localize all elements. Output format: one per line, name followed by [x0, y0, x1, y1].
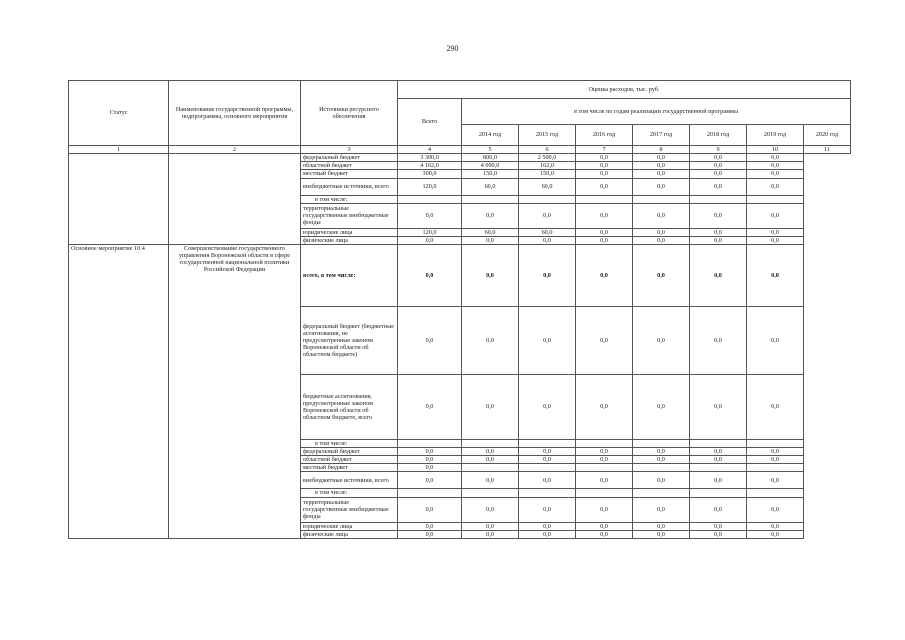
source-cell: в том числе:: [301, 489, 398, 497]
value-cell: 0,0: [398, 244, 462, 306]
value-cell: [576, 195, 633, 203]
value-cell: 120,0: [398, 178, 462, 195]
value-cell: 0,0: [690, 374, 747, 439]
value-cell: 0,0: [633, 203, 690, 228]
value-cell: 0,0: [747, 236, 804, 244]
value-cell: 0,0: [398, 203, 462, 228]
value-cell: 0,0: [633, 236, 690, 244]
budget-table: [68, 80, 851, 539]
value-cell: 0,0: [747, 154, 804, 162]
value-cell: 150,0: [519, 170, 576, 178]
value-cell: 0,0: [398, 236, 462, 244]
value-cell: 0,0: [519, 497, 576, 522]
value-cell: 0,0: [633, 497, 690, 522]
column-number: 5: [462, 146, 519, 154]
value-cell: [398, 489, 462, 497]
value-cell: 0,0: [576, 530, 633, 538]
value-cell: 0,0: [576, 244, 633, 306]
value-cell: 0,0: [633, 154, 690, 162]
name-cell: Совершенствование государственного управления Воронежской области в сфере государственной национальной политики Российской Федерации: [169, 244, 301, 538]
value-cell: 4 000,0: [462, 162, 519, 170]
value-cell: 0,0: [462, 203, 519, 228]
value-cell: 0,0: [747, 170, 804, 178]
value-cell: 0,0: [576, 154, 633, 162]
source-cell: местный бюджет: [301, 170, 398, 178]
value-cell: 0,0: [398, 464, 462, 472]
value-cell: 0,0: [398, 522, 462, 530]
value-cell: 0,0: [519, 522, 576, 530]
header-total: Всего: [398, 99, 462, 146]
value-cell: [519, 439, 576, 447]
value-cell: 0,0: [576, 178, 633, 195]
value-cell: [747, 439, 804, 447]
source-cell: областной бюджет: [301, 456, 398, 464]
value-cell: 0,0: [398, 456, 462, 464]
value-cell: 0,0: [747, 530, 804, 538]
header-source: Источники ресурсного обеспечения: [301, 81, 398, 146]
value-cell: 0,0: [747, 228, 804, 236]
value-cell: [633, 195, 690, 203]
value-cell: 0,0: [690, 448, 747, 456]
value-cell: 0,0: [519, 448, 576, 456]
value-cell: [690, 489, 747, 497]
column-number: 3: [301, 146, 398, 154]
value-cell: [690, 439, 747, 447]
source-cell: всего, в том числе:: [301, 244, 398, 306]
value-cell: 0,0: [462, 497, 519, 522]
value-cell: 0,0: [690, 497, 747, 522]
value-cell: 60,0: [462, 178, 519, 195]
source-cell: юридические лица: [301, 522, 398, 530]
value-cell: 162,0: [519, 162, 576, 170]
header-name: Наименование государственной программы, подпрограммы, основного мероприятия: [169, 81, 301, 146]
value-cell: 0,0: [462, 448, 519, 456]
value-cell: 0,0: [747, 456, 804, 464]
column-number: 1: [69, 146, 169, 154]
source-cell: территориальные государственные внебюджетные фонды: [301, 497, 398, 522]
value-cell: 0,0: [633, 244, 690, 306]
header-year: 2015 год: [519, 125, 576, 146]
header-status: Статус: [69, 81, 169, 146]
value-cell: 0,0: [519, 530, 576, 538]
value-cell: 0,0: [747, 244, 804, 306]
page-number: 290: [446, 44, 459, 53]
value-cell: 2 500,0: [519, 154, 576, 162]
source-cell: в том числе:: [301, 439, 398, 447]
value-cell: [462, 489, 519, 497]
source-cell: в том числе:: [301, 195, 398, 203]
value-cell: 0,0: [462, 472, 519, 489]
value-cell: 0,0: [633, 448, 690, 456]
value-cell: [576, 464, 633, 472]
value-cell: [690, 195, 747, 203]
header-year: 2014 год: [462, 125, 519, 146]
source-cell: федеральный бюджет: [301, 448, 398, 456]
value-cell: 0,0: [398, 497, 462, 522]
value-cell: 0,0: [576, 228, 633, 236]
source-cell: юридические лица: [301, 228, 398, 236]
value-cell: [633, 464, 690, 472]
value-cell: [398, 195, 462, 203]
value-cell: 0,0: [690, 306, 747, 374]
value-cell: [576, 489, 633, 497]
source-cell: местный бюджет: [301, 464, 398, 472]
value-cell: 0,0: [462, 306, 519, 374]
value-cell: 0,0: [576, 170, 633, 178]
value-cell: 0,0: [576, 203, 633, 228]
value-cell: 60,0: [519, 178, 576, 195]
status-cell: Основное мероприятие 10.4: [69, 244, 169, 538]
value-cell: 0,0: [747, 522, 804, 530]
value-cell: 0,0: [633, 530, 690, 538]
source-cell: федеральный бюджет (бюджетные ассигнования, не предусмотренные законом Воронежской области об областном бюджете): [301, 306, 398, 374]
value-cell: 0,0: [398, 374, 462, 439]
value-cell: 0,0: [633, 472, 690, 489]
header-year: 2019 год: [747, 125, 804, 146]
value-cell: 0,0: [747, 162, 804, 170]
value-cell: 150,0: [462, 170, 519, 178]
value-cell: 0,0: [690, 530, 747, 538]
value-cell: 60,0: [462, 228, 519, 236]
value-cell: 0,0: [519, 244, 576, 306]
value-cell: 0,0: [747, 497, 804, 522]
value-cell: 0,0: [633, 374, 690, 439]
value-cell: 0,0: [462, 522, 519, 530]
value-cell: [398, 439, 462, 447]
value-cell: 60,0: [519, 228, 576, 236]
source-cell: физические лица: [301, 530, 398, 538]
value-cell: 0,0: [462, 244, 519, 306]
column-number: 4: [398, 146, 462, 154]
value-cell: 0,0: [747, 448, 804, 456]
source-cell: областной бюджет: [301, 162, 398, 170]
source-cell: территориальные государственные внебюджетные фонды: [301, 203, 398, 228]
value-cell: 3 300,0: [398, 154, 462, 162]
value-cell: 0,0: [633, 170, 690, 178]
column-number: 10: [747, 146, 804, 154]
value-cell: 0,0: [690, 154, 747, 162]
value-cell: 0,0: [690, 244, 747, 306]
value-cell: [519, 195, 576, 203]
name-cell: [169, 154, 301, 245]
header-year: 2016 год: [576, 125, 633, 146]
header-year: 2017 год: [633, 125, 690, 146]
value-cell: 800,0: [462, 154, 519, 162]
value-cell: 0,0: [633, 456, 690, 464]
value-cell: 0,0: [576, 162, 633, 170]
header-estimate: Оценка расходов, тыс. руб.: [398, 81, 851, 99]
column-number: 6: [519, 146, 576, 154]
value-cell: 0,0: [747, 472, 804, 489]
value-cell: 0,0: [462, 374, 519, 439]
value-cell: 0,0: [519, 472, 576, 489]
value-cell: 0,0: [576, 522, 633, 530]
value-cell: 0,0: [690, 178, 747, 195]
value-cell: [747, 489, 804, 497]
value-cell: 0,0: [519, 203, 576, 228]
source-cell: физические лица: [301, 236, 398, 244]
value-cell: 0,0: [398, 306, 462, 374]
value-cell: 0,0: [633, 228, 690, 236]
source-cell: бюджетные ассигнования, предусмотренные законом Воронежской области об областном бюджете, всего: [301, 374, 398, 439]
value-cell: 0,0: [519, 236, 576, 244]
value-cell: 0,0: [690, 162, 747, 170]
value-cell: 0,0: [690, 170, 747, 178]
value-cell: 0,0: [747, 374, 804, 439]
value-cell: 0,0: [633, 162, 690, 170]
value-cell: [633, 489, 690, 497]
table-row: [69, 154, 851, 162]
header-year: 2018 год: [690, 125, 747, 146]
value-cell: [519, 464, 576, 472]
value-cell: [747, 195, 804, 203]
value-cell: [462, 464, 519, 472]
value-cell: [633, 439, 690, 447]
value-cell: 0,0: [633, 306, 690, 374]
header-year: 2020 год: [804, 125, 851, 146]
value-cell: 0,0: [576, 236, 633, 244]
value-cell: 120,0: [398, 228, 462, 236]
value-cell: 0,0: [576, 374, 633, 439]
column-number: 9: [690, 146, 747, 154]
header-by-years: в том числе по годам реализации государственной программы: [462, 99, 851, 125]
value-cell: 0,0: [633, 522, 690, 530]
value-cell: [519, 489, 576, 497]
value-cell: [747, 464, 804, 472]
value-cell: 300,0: [398, 170, 462, 178]
value-cell: 0,0: [576, 456, 633, 464]
value-cell: 0,0: [576, 306, 633, 374]
value-cell: [576, 439, 633, 447]
value-cell: 0,0: [462, 456, 519, 464]
value-cell: 0,0: [519, 306, 576, 374]
column-number: 8: [633, 146, 690, 154]
column-number: 7: [576, 146, 633, 154]
value-cell: [690, 464, 747, 472]
value-cell: 0,0: [462, 530, 519, 538]
value-cell: 0,0: [690, 472, 747, 489]
value-cell: 4 162,0: [398, 162, 462, 170]
source-cell: федеральный бюджет: [301, 154, 398, 162]
value-cell: 0,0: [398, 448, 462, 456]
value-cell: 0,0: [747, 178, 804, 195]
value-cell: 0,0: [690, 203, 747, 228]
value-cell: 0,0: [690, 522, 747, 530]
value-cell: 0,0: [462, 236, 519, 244]
value-cell: [462, 439, 519, 447]
column-number: 2: [169, 146, 301, 154]
value-cell: [462, 195, 519, 203]
table-row: [69, 244, 851, 306]
source-cell: внебюджетные источники, всего: [301, 178, 398, 195]
value-cell: 0,0: [690, 456, 747, 464]
value-cell: 0,0: [690, 228, 747, 236]
status-cell: [69, 154, 169, 245]
value-cell: 0,0: [576, 472, 633, 489]
value-cell: 0,0: [519, 374, 576, 439]
value-cell: 0,0: [398, 530, 462, 538]
value-cell: 0,0: [633, 178, 690, 195]
source-cell: внебюджетные источники, всего: [301, 472, 398, 489]
value-cell: 0,0: [747, 306, 804, 374]
value-cell: 0,0: [690, 236, 747, 244]
value-cell: 0,0: [576, 497, 633, 522]
column-number: 11: [804, 146, 851, 154]
value-cell: 0,0: [576, 448, 633, 456]
value-cell: 0,0: [519, 456, 576, 464]
value-cell: 0,0: [747, 203, 804, 228]
value-cell: 0,0: [398, 472, 462, 489]
